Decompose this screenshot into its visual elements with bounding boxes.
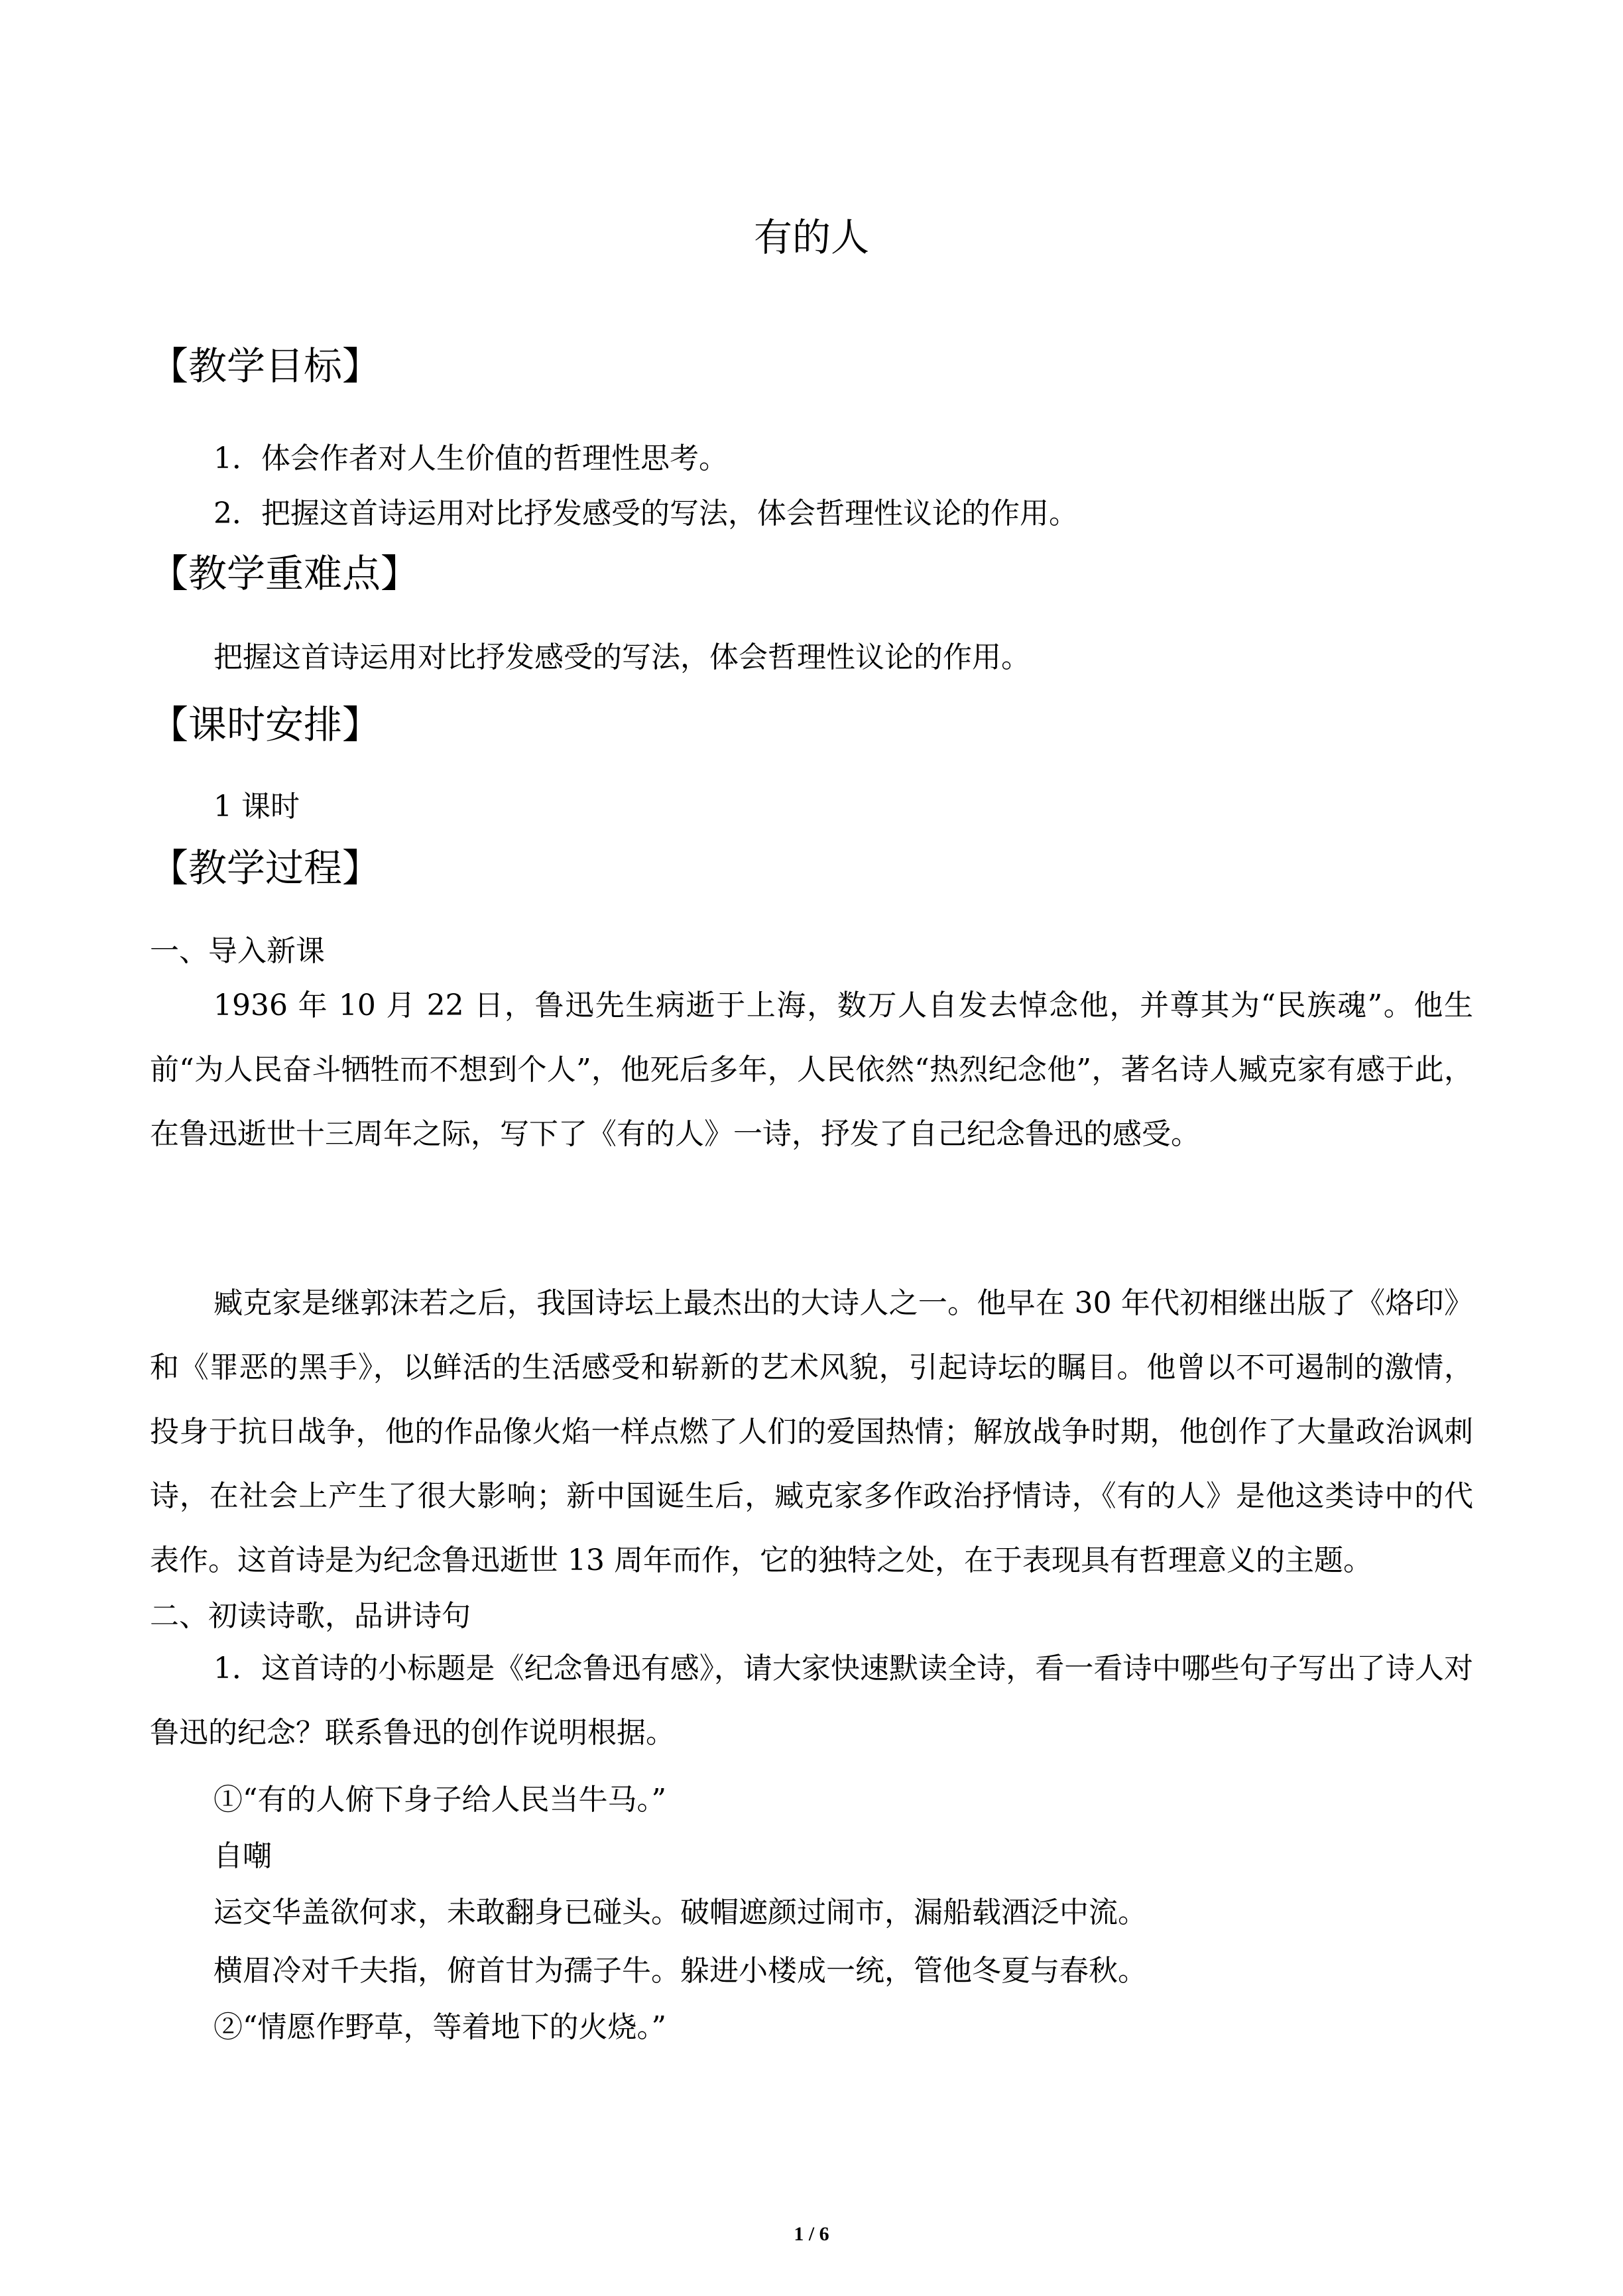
page-number: 1 / 6 — [794, 2223, 829, 2245]
heading-schedule: 【课时安排】 — [150, 702, 381, 747]
part1-paragraph-1: 1936 年 10 月 22 日，鲁迅先生病逝于上海，数万人自发去悼念他，并尊其为“民族魂”。他生前“为人民奋斗牺牲而不想到个人”，他死后多年，人民依然“热烈纪念他”，著名诗人臧克家有感于此，在鲁迅逝世十三周年之际，写下了《有的人》一诗，抒发了自己纪念鲁迅的感受。 — [150, 989, 1473, 1151]
page-title: 有的人 — [753, 215, 869, 260]
heading-teaching-process: 【教学过程】 — [150, 845, 381, 890]
goal-item-2: 2．把握这首诗运用对比抒发感受的写法，体会哲理性议论的作用。 — [213, 497, 1078, 530]
part1-paragraph-2: 臧克家是继郭沫若之后，我国诗坛上最杰出的大诗人之一。他早在 30 年代初相继出版了《烙印》和《罪恶的黑手》，以鲜活的生活感受和崭新的艺术风貌，引起诗坛的瞩目。他曾以不可遏制的激情，投身于抗日战争，他的作品像火焰一样点燃了人们的爱国热情；解放战争时期，他创作了大量政治讽刺诗，在社会上产生了很大影响；新中国诞生后，臧克家多作政治抒情诗，《有的人》是他这类诗中的代表作。这首诗是为纪念鲁迅逝世 13 周年而作，它的独特之处，在于表现具有哲理意义的主题。 — [150, 1286, 1473, 1577]
heading-teaching-goals: 【教学目标】 — [150, 343, 381, 389]
poem-line-2: 横眉冷对千夫指，俯首甘为孺子牛。躲进小楼成一统，管他冬夏与春秋。 — [213, 1954, 1147, 1988]
quote-1: ①“有的人俯下身子给人民当牛马。” — [213, 1783, 666, 1817]
goal-item-1: 1．体会作者对人生价值的哲理性思考。 — [213, 442, 728, 475]
poem-line-1: 运交华盖欲何求，未敢翻身已碰头。破帽遮颜过闹市，漏船载酒泛中流。 — [213, 1896, 1147, 1929]
key-points-text: 把握这首诗运用对比抒发感受的写法，体会哲理性议论的作用。 — [213, 640, 1030, 674]
part1-title: 一、导入新课 — [150, 934, 325, 968]
schedule-text: 1 课时 — [213, 790, 300, 823]
poem-title: 自嘲 — [213, 1839, 272, 1873]
question-1: 1．这首诗的小标题是《纪念鲁迅有感》，请大家快速默读全诗，看一看诗中哪些句子写出了诗人对鲁迅的纪念？联系鲁迅的创作说明根据。 — [150, 1652, 1473, 1750]
heading-key-points: 【教学重难点】 — [150, 551, 420, 596]
quote-2: ②“情愿作野草，等着地下的火烧。” — [213, 2010, 666, 2044]
part2-title: 二、初读诗歌，品讲诗句 — [150, 1599, 471, 1633]
